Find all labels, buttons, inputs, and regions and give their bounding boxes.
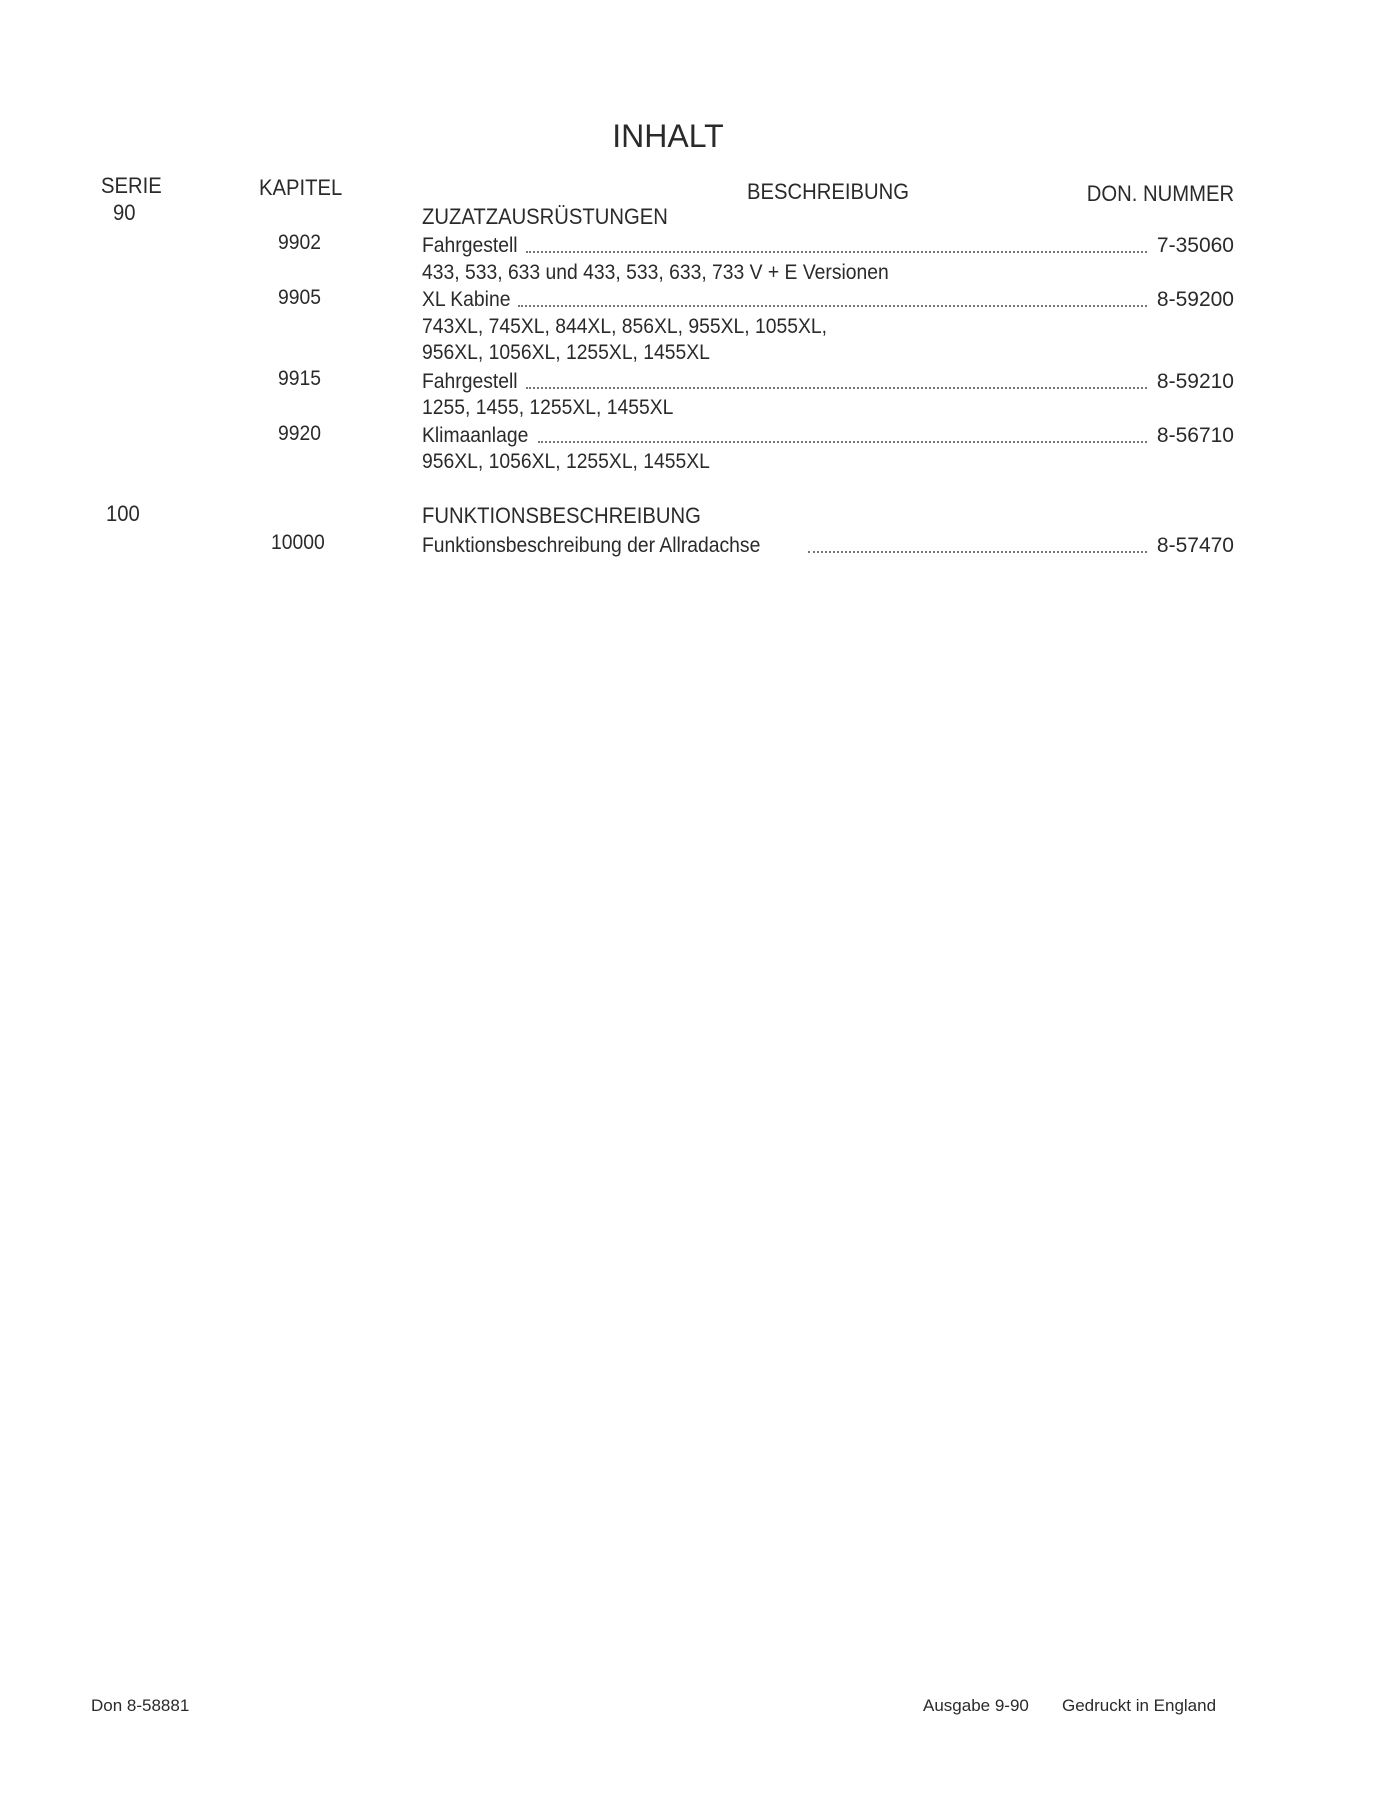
section-heading: ZUZATZAUSRÜSTUNGEN <box>422 204 668 229</box>
dot-leader <box>518 305 1147 307</box>
toc-entry[interactable] <box>422 234 1234 258</box>
toc-entry[interactable] <box>422 534 1234 558</box>
toc-entry[interactable] <box>422 288 1234 312</box>
entry-number: 8-57470 <box>1156 534 1234 557</box>
kapitel-number: 9902 <box>278 231 321 254</box>
entry-number: 8-59200 <box>1156 288 1234 311</box>
serie-number: 90 <box>113 200 136 225</box>
serie-number: 100 <box>106 501 140 526</box>
section-heading: FUNKTIONSBESCHREIBUNG <box>422 503 701 528</box>
dot-leader <box>526 251 1147 253</box>
footer-edition: Ausgabe 9-90 <box>923 1696 1029 1715</box>
header-serie: SERIE <box>101 173 162 198</box>
header-nummer: DON. NUMMER <box>1086 181 1234 206</box>
entry-number: 8-56710 <box>1156 424 1234 447</box>
dot-leader <box>526 387 1147 389</box>
toc-entry[interactable] <box>422 424 1234 448</box>
toc-entry[interactable] <box>422 370 1234 394</box>
dot-leader <box>538 441 1147 443</box>
entry-number: 7-35060 <box>1156 234 1234 257</box>
kapitel-number: 9915 <box>278 367 321 390</box>
entry-models: 956XL, 1056XL, 1255XL, 1455XL <box>422 450 710 473</box>
entry-models: 743XL, 745XL, 844XL, 856XL, 955XL, 1055XL, <box>422 315 827 338</box>
header-kapitel: KAPITEL <box>259 175 343 200</box>
entry-models: 1255, 1455, 1255XL, 1455XL <box>422 396 674 419</box>
entry-title: Funktionsbeschreibung der Allradachse <box>422 534 761 557</box>
kapitel-number: 9905 <box>278 286 321 309</box>
entry-title: Klimaanlage <box>422 424 529 447</box>
header-beschreibung: BESCHREIBUNG <box>747 179 909 204</box>
footer-printed: Gedruckt in England <box>1062 1696 1217 1715</box>
entry-title: Fahrgestell <box>422 234 518 257</box>
kapitel-number: 10000 <box>271 531 325 554</box>
footer-document-number: Don 8-58881 <box>91 1696 190 1715</box>
entry-number: 8-59210 <box>1156 370 1234 393</box>
entry-models: 433, 533, 633 und 433, 533, 633, 733 V + E Versionen <box>422 261 889 284</box>
dot-leader <box>808 551 1147 553</box>
kapitel-number: 9920 <box>278 422 321 445</box>
page-title: INHALT <box>612 118 724 154</box>
entry-title: Fahrgestell <box>422 370 518 393</box>
entry-models: 956XL, 1056XL, 1255XL, 1455XL <box>422 341 710 364</box>
entry-title: XL Kabine <box>422 288 511 311</box>
